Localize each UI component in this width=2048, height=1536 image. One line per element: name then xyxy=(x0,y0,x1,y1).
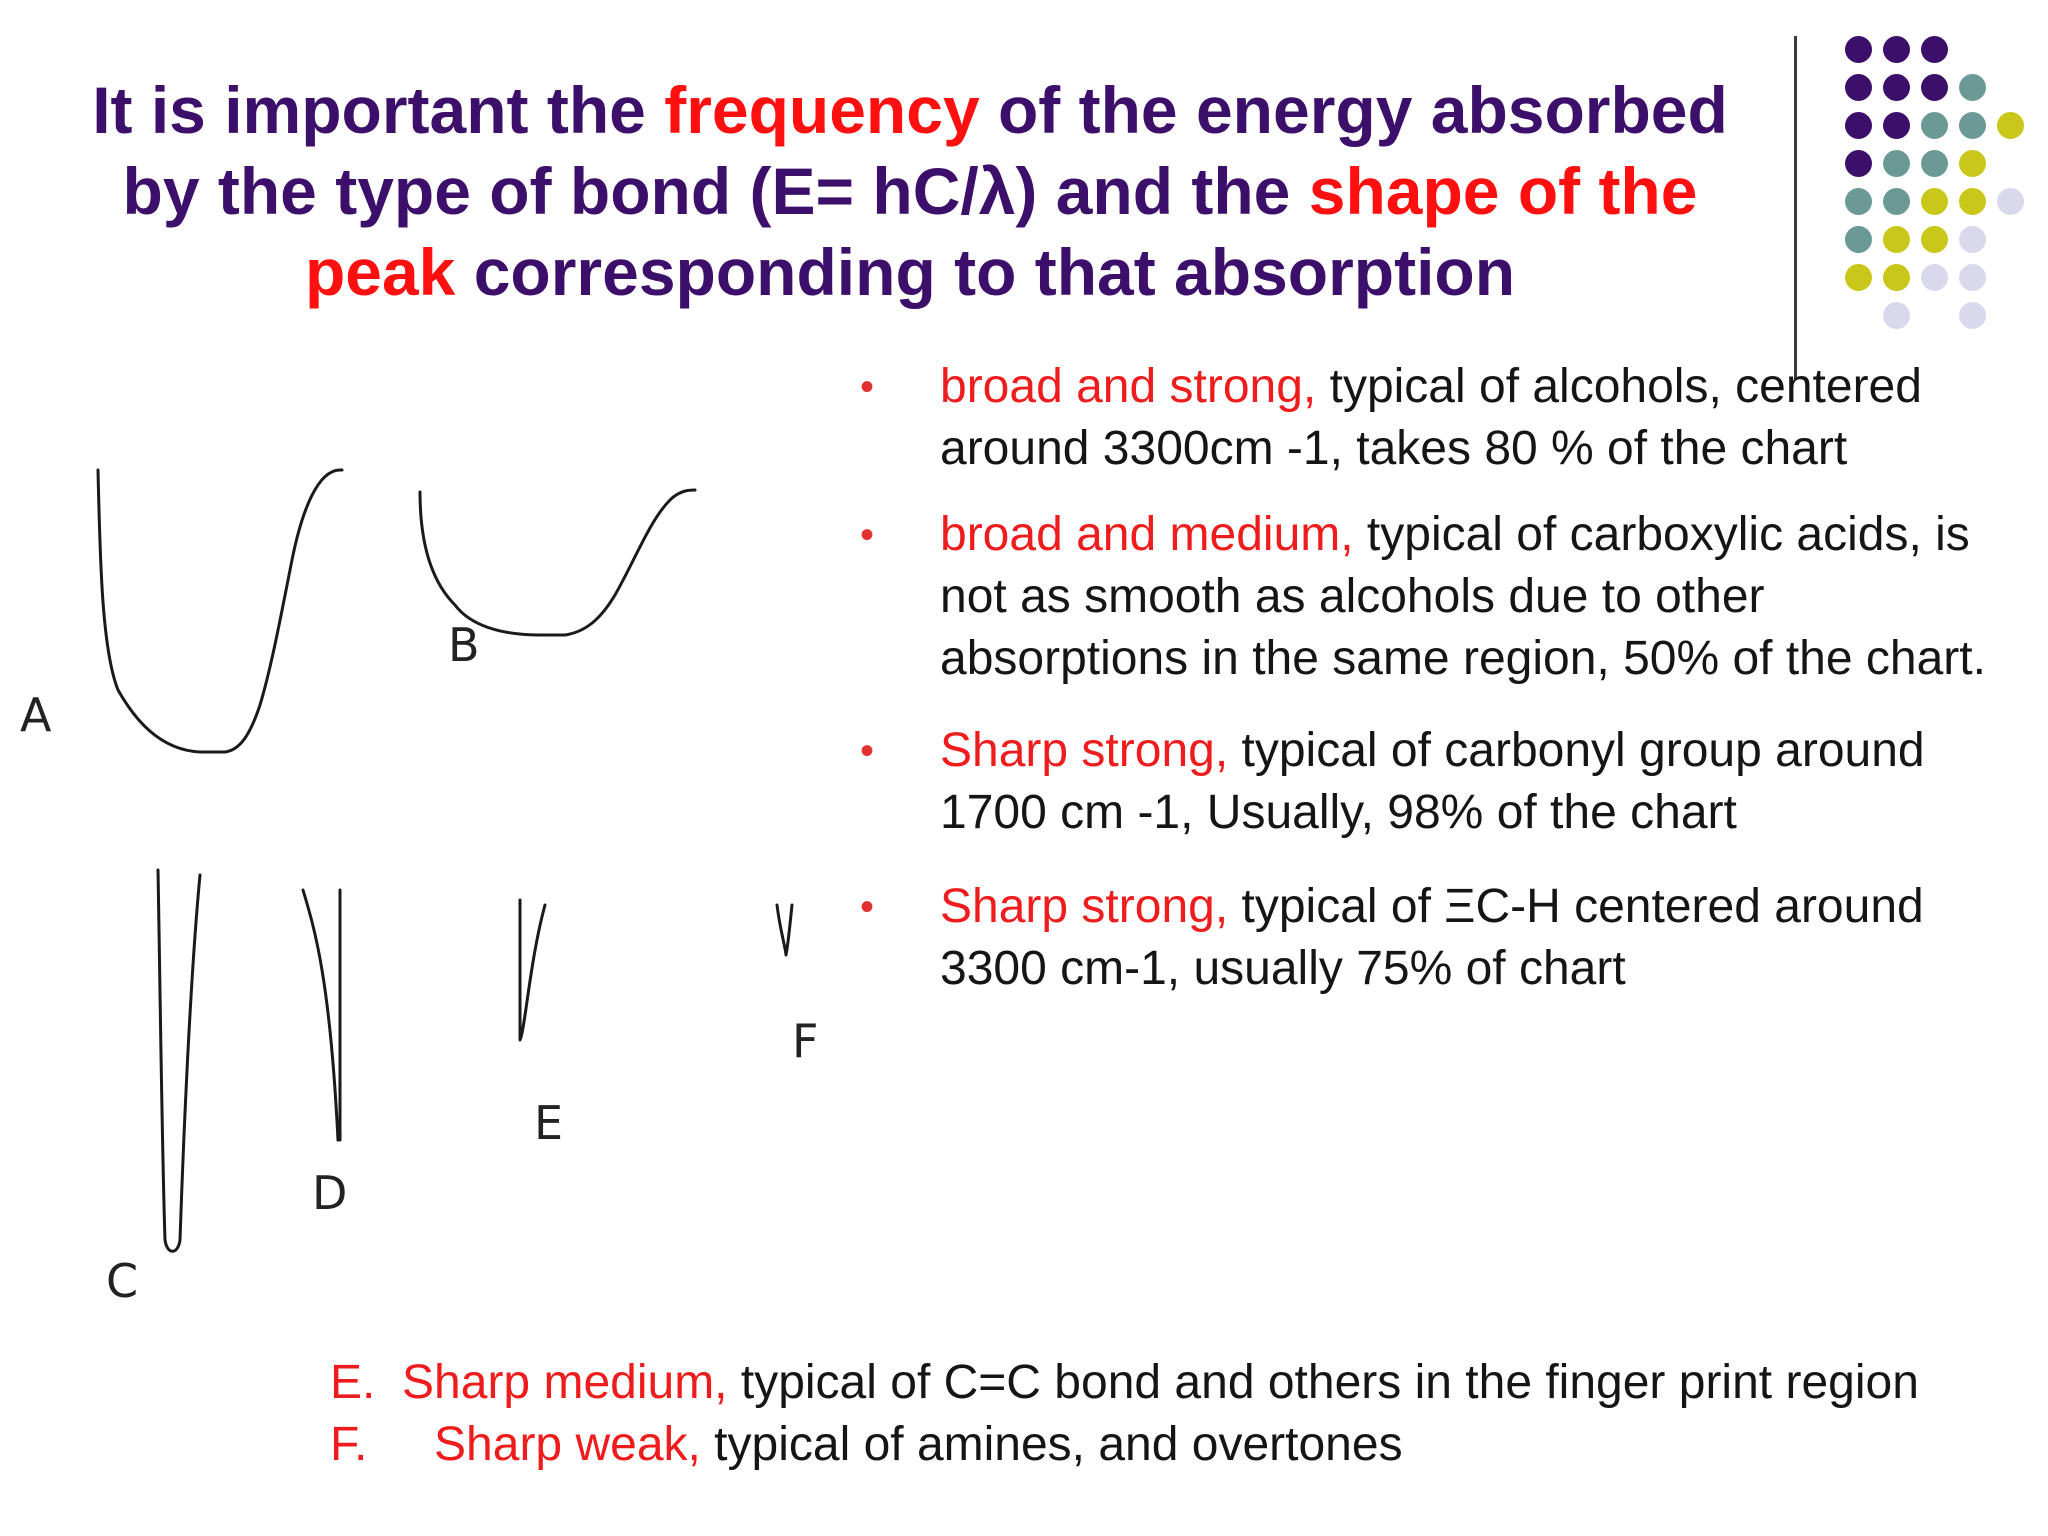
lettered-list xyxy=(330,1352,2030,1476)
decorative-dot xyxy=(1845,150,1872,177)
decorative-dot xyxy=(1959,226,1986,253)
peak-label-c: C xyxy=(106,1254,139,1308)
decorative-dot xyxy=(1883,188,1910,215)
decorative-dot xyxy=(1921,264,1948,291)
decorative-dot xyxy=(1883,302,1910,329)
decorative-dot xyxy=(1921,74,1948,101)
bullet-marker: • xyxy=(860,885,875,929)
decorative-dot xyxy=(1883,36,1910,63)
decorative-dot xyxy=(1883,226,1910,253)
decorative-dot xyxy=(1845,226,1872,253)
peak-a-curve xyxy=(98,470,342,752)
decorative-dot xyxy=(1921,188,1948,215)
title-line-3: peak corresponding to that absorption xyxy=(304,235,1516,309)
bullet-item-sharp-strong-carbonyl: • Sharp strong, typical of carbonyl group around 1700 cm -1, Usually, 98% of the chart xyxy=(860,720,2020,844)
lettered-item-f: F. Sharp weak, typical of amines, and overtones xyxy=(330,1418,1403,1471)
decorative-dot xyxy=(1883,74,1910,101)
decorative-dot xyxy=(1959,302,1986,329)
peak-c-curve xyxy=(158,870,200,1251)
decorative-dot xyxy=(1883,112,1910,139)
peak-e-curve xyxy=(520,900,545,1040)
decorative-dot xyxy=(1921,226,1948,253)
title-line-2: by the type of bond (E= hC/λ) and the shape of the xyxy=(122,154,1698,228)
decorative-dot xyxy=(1959,112,1986,139)
decorative-dot-grid xyxy=(0,0,2048,340)
title-highlight-frequency: frequency xyxy=(664,73,980,147)
decorative-dot xyxy=(1845,112,1872,139)
decorative-dot xyxy=(1845,264,1872,291)
decorative-dot xyxy=(1845,36,1872,63)
decorative-dot xyxy=(1883,264,1910,291)
peak-label-f: F xyxy=(792,1014,819,1068)
bullet-item-broad-medium: • broad and medium, typical of carboxylic acids, is not as smooth as alcohols due to other absorptions in the same region, 50% of the chart. xyxy=(860,504,2020,690)
bullet-marker: • xyxy=(860,365,875,409)
peak-shape-sketches xyxy=(0,400,820,1320)
decorative-dot xyxy=(1997,188,2024,215)
lettered-item-e: E. Sharp medium, typical of C=C bond and others in the finger print region xyxy=(330,1356,1919,1409)
title-highlight-shape: shape of the xyxy=(1308,154,1698,228)
decorative-dot xyxy=(1921,112,1948,139)
decorative-dot xyxy=(1845,74,1872,101)
decorative-dot xyxy=(1959,150,1986,177)
peak-label-a: A xyxy=(20,688,52,742)
bullet-marker: • xyxy=(860,729,875,773)
decorative-dot xyxy=(1845,188,1872,215)
decorative-dot xyxy=(1959,74,1986,101)
peak-f-curve xyxy=(777,905,792,955)
decorative-dot xyxy=(1997,112,2024,139)
bullet-item-sharp-strong-ch: • Sharp strong, typical of ΞC-H centered around 3300 cm-1, usually 75% of chart xyxy=(860,876,2020,1000)
decorative-dot xyxy=(1883,150,1910,177)
decorative-dot xyxy=(1959,188,1986,215)
peak-d-curve xyxy=(303,890,340,1140)
bullet-item-broad-strong: • broad and strong, typical of alcohols, centered around 3300cm -1, takes 80 % of the chart xyxy=(860,356,2020,480)
title-highlight-peak: peak xyxy=(304,235,456,309)
title-line-1: It is important the frequency of the energy absorbed xyxy=(92,73,1728,147)
decorative-dot xyxy=(1921,36,1948,63)
bullet-list xyxy=(860,356,2020,1024)
peak-label-e: E xyxy=(534,1096,564,1150)
bullet-marker: • xyxy=(860,513,875,557)
peak-label-b: B xyxy=(448,618,480,672)
decorative-dot xyxy=(1921,150,1948,177)
peak-label-d: D xyxy=(312,1166,348,1220)
peak-b-curve xyxy=(420,490,695,635)
decorative-dot xyxy=(1959,264,1986,291)
